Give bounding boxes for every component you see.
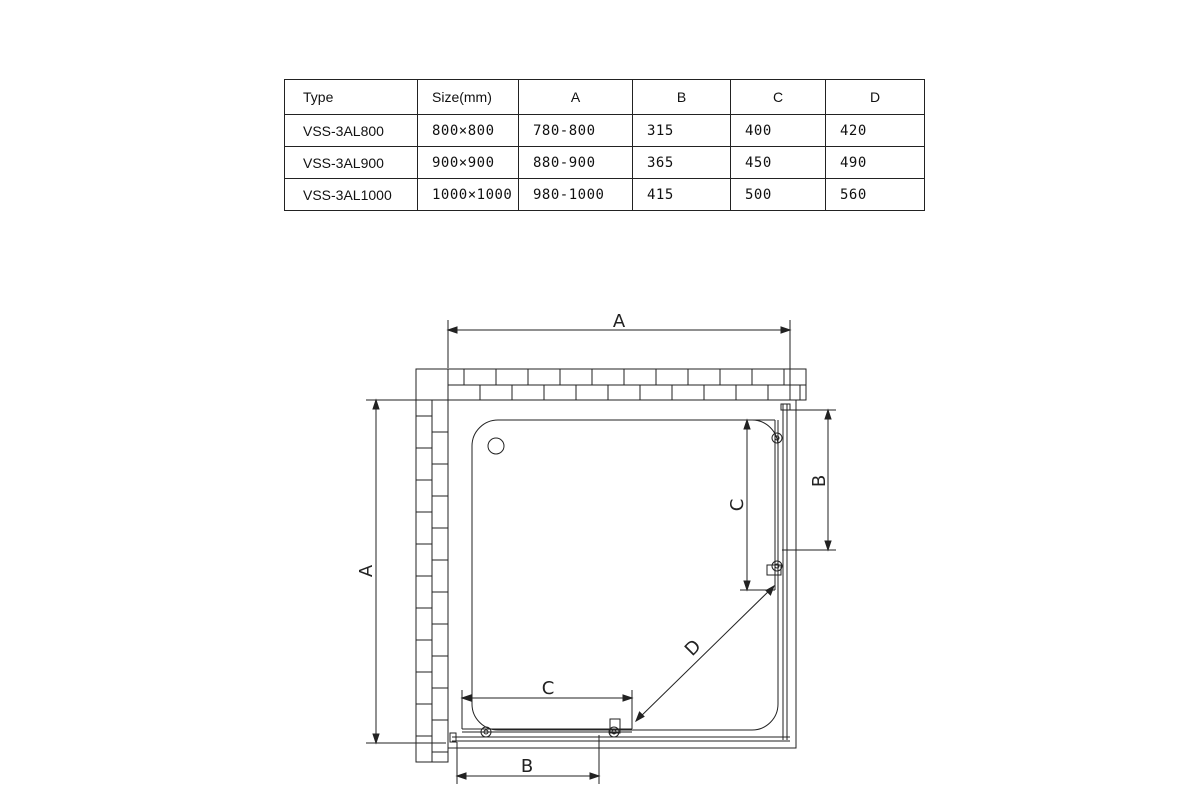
dim-a-left-label: A [356, 564, 377, 578]
right-top-bracket [781, 404, 790, 410]
cell-a: 780-800 [519, 115, 633, 147]
dim-b-bottom-label: B [520, 756, 534, 777]
cell-type: VSS-3AL1000 [285, 179, 418, 211]
header-d: D [826, 80, 925, 115]
dimension-a-top [448, 320, 790, 400]
header-c: C [731, 80, 826, 115]
drain-icon [488, 438, 504, 454]
cell-c: 450 [731, 147, 826, 179]
cell-size: 1000×1000 [418, 179, 519, 211]
cell-type: VSS-3AL900 [285, 147, 418, 179]
dimension-a-left [366, 400, 446, 743]
dim-d-line [636, 586, 774, 721]
dimension-d-diagonal [636, 586, 774, 721]
cell-a: 980-1000 [519, 179, 633, 211]
cell-b: 315 [633, 115, 731, 147]
left-wall [416, 369, 448, 762]
cell-d: 490 [826, 147, 925, 179]
top-wall [416, 369, 806, 400]
header-type: Type [285, 80, 418, 115]
tray-outer [448, 400, 796, 748]
dim-c-right-label: C [727, 498, 748, 512]
dim-c-bottom-label: C [541, 678, 555, 699]
cell-a: 880-900 [519, 147, 633, 179]
cell-d: 420 [826, 115, 925, 147]
header-a: A [519, 80, 633, 115]
dim-a-top-label: A [612, 311, 626, 332]
cell-c: 500 [731, 179, 826, 211]
cell-d: 560 [826, 179, 925, 211]
header-size: Size(mm) [418, 80, 519, 115]
header-b: B [633, 80, 731, 115]
cell-type: VSS-3AL800 [285, 115, 418, 147]
cell-size: 900×900 [418, 147, 519, 179]
cell-c: 400 [731, 115, 826, 147]
dim-b-right-label: B [809, 474, 830, 488]
tray-basin [472, 420, 778, 730]
cell-b: 365 [633, 147, 731, 179]
dim-d-label: D [680, 635, 706, 661]
cell-size: 800×800 [418, 115, 519, 147]
cell-b: 415 [633, 179, 731, 211]
